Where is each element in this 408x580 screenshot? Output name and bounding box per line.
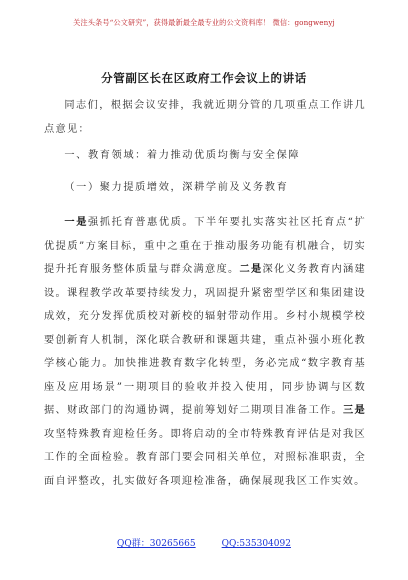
greeting-paragraph: 同志们，根据会议安排，我就近期分管的几项重点工作讲几点意见： xyxy=(44,100,366,135)
contact-footer xyxy=(0,536,408,549)
section-heading-1: 一、教育领域：着力推动优质均衡与安全保障 xyxy=(64,150,301,161)
point-3-text: 攻坚特殊教育迎检任务。即将启动的全市特殊教育评估是对我区工作的全面检验。教育部门要会同相关单位，对照标准职责，全面自评整改，扎实做好各项迎检准备，确保展现我区工作实效。 xyxy=(44,428,366,487)
promo-banner: 关注头条号“公文研究”，获得最新最全最专业的公文资料库！ 微信：gongwenyj xyxy=(73,18,335,27)
qq-group-link[interactable]: QQ群：30265665 xyxy=(117,539,196,549)
point-1-text: 强抓托育普惠优质。下半年要扎实落实社区托育点“扩优提质”方案目标，重中之重在于推动服务功能有机融合，切实提升托育服务整体质量与群众满意度。 xyxy=(44,217,366,275)
document-title: 分管副区长在区政府工作会议上的讲话 xyxy=(101,71,307,85)
point-1-lead: 一是 xyxy=(64,216,88,228)
point-2-text: 深化义务教育内涵建设。课程教学改革要持续发力，巩固提升紧密型学区和集团建设成效，充分发挥优质校对新校的辐射带动作用。乡村小规模学校要创新育人机制，深化联合教研和课题共建，重点补强小班化教学核心能力。加快推进教育数字化转型，务必完成“数字教育基座及应用场景”一期项目的验收并投入使用，同步协调与区数据、财政部门的沟通协调，提前筹划好二期项目准备工作。 xyxy=(44,264,366,416)
main-paragraph xyxy=(44,211,366,493)
subsection-heading-1: （一）聚力提质增效，深耕学前及义务教育 xyxy=(64,182,289,193)
point-2-lead: 二是 xyxy=(239,263,263,275)
point-3-lead: 三是 xyxy=(343,404,366,416)
qq-contact-link[interactable]: QQ:535304092 xyxy=(221,539,291,549)
